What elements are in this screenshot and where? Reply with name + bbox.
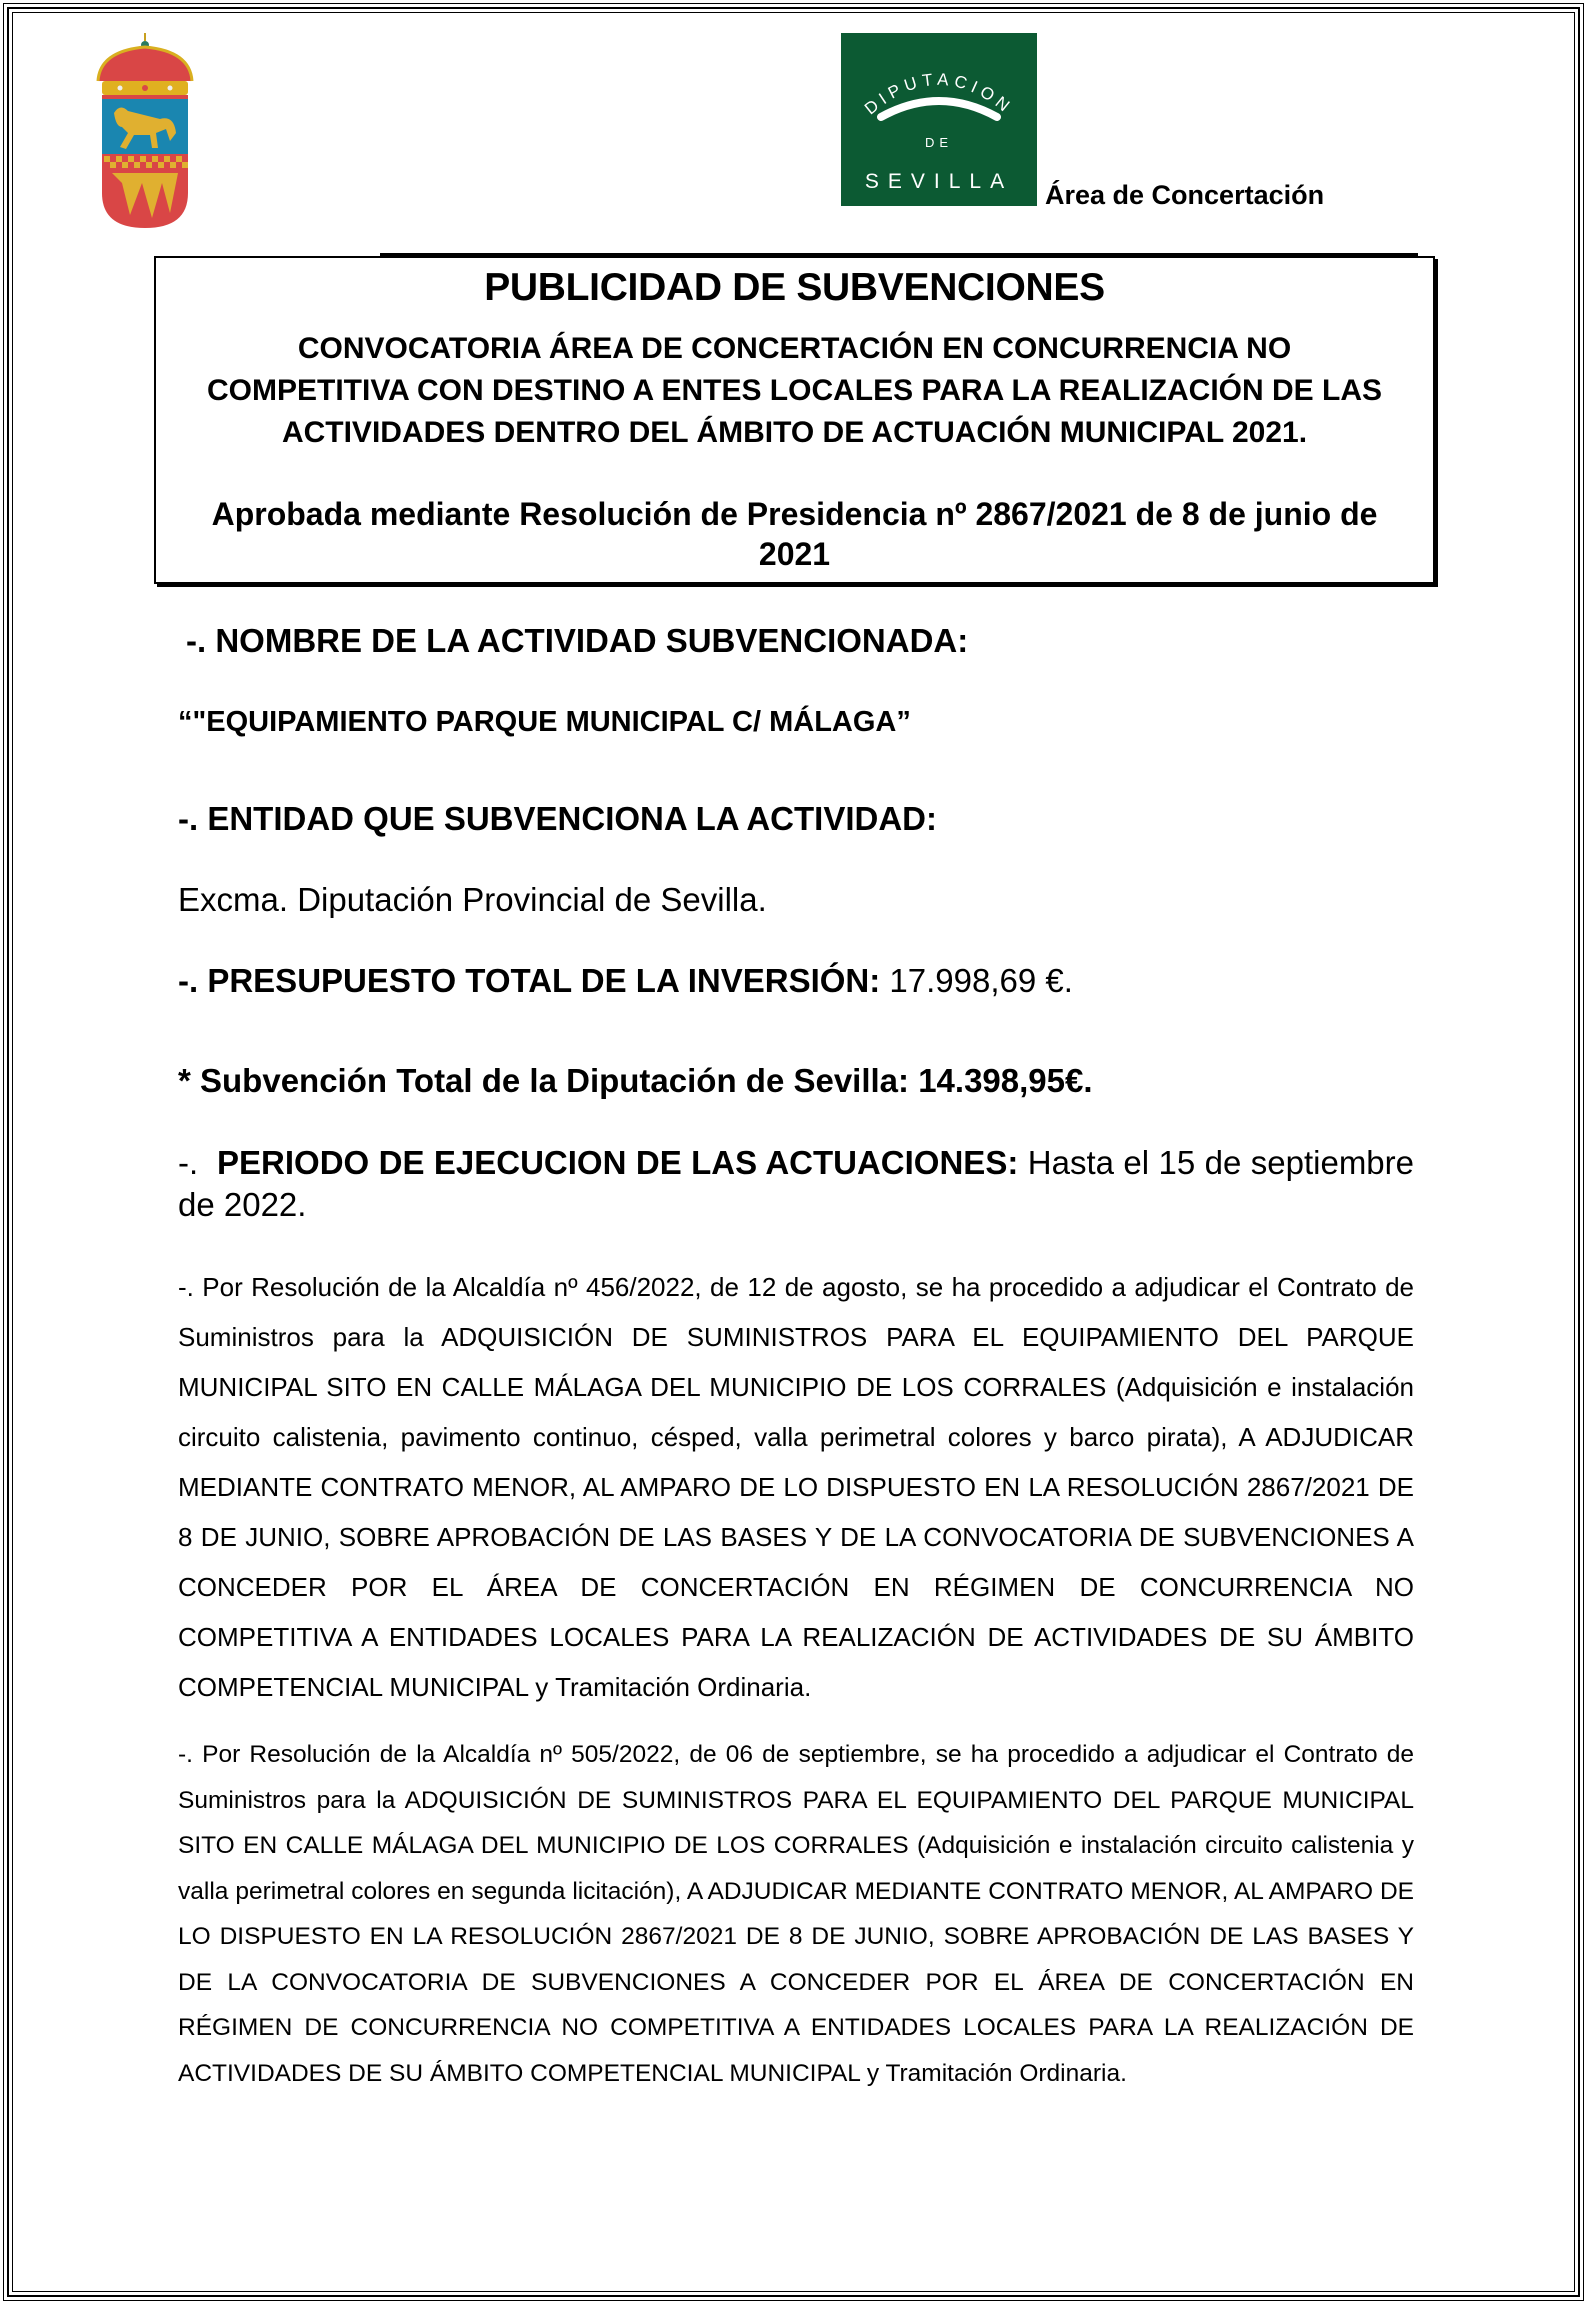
period-prefix: -. — [178, 1144, 218, 1181]
subsidy-total: * Subvención Total de la Diputación de Sevilla: 14.398,95€. — [178, 1062, 1093, 1099]
period-value: Hasta el 15 de septiembre de 2022. — [178, 1144, 1414, 1223]
resolution-paragraph-2: -. Por Resolución de la Alcaldía nº 505/2022, de 06 de septiembre, se ha procedido a adjudicar el Contrato de Suministros para la ADQUISICIÓN DE SUMINISTROS PARA EL EQUIPAMIENTO DEL PARQUE MUNICIPAL SITO EN CALLE MÁLAGA DEL MUNICIPIO DE LOS CORRALES (Adquisición e instalación circuito calistenia y valla perimetral colores en segunda licitación), A ADJUDICAR MEDIANTE CONTRATO MENOR, AL AMPARO DE LO DISPUESTO EN LA RESOLUCIÓN 2867/2021 DE 8 DE JUNIO, SOBRE APROBACIÓN DE LAS BASES Y DE LA CONVOCATORIA DE SUBVENCIONES A CONCEDER POR EL ÁREA DE CONCERTACIÓN EN RÉGIMEN DE CONCURRENCIA NO COMPETITIVA A ENTIDADES LOCALES PARA LA REALIZACIÓN DE ACTIVIDADES DE SU ÁMBITO COMPETENCIAL MUNICIPAL y Tramitación Ordinaria. — [178, 1741, 1414, 2087]
logo-city-text: SEVILLA — [864, 170, 1014, 193]
activity-heading: -. NOMBRE DE LA ACTIVIDAD SUBVENCIONADA: — [186, 622, 969, 659]
execution-period — [178, 1142, 1414, 1226]
title-box — [154, 256, 1435, 584]
area-label: Área de Concertación — [1045, 180, 1325, 210]
coat-of-arms-icon — [90, 33, 200, 228]
budget-line — [178, 962, 1414, 1000]
logo-de-text: DE — [924, 135, 954, 150]
resolution-paragraph-1: -. Por Resolución de la Alcaldía nº 456/2022, de 12 de agosto, se ha procedido a adjudicar el Contrato de Suministros para la ADQUISICIÓN DE SUMINISTROS PARA EL EQUIPAMIENTO DEL PARQUE MUNICIPAL SITO EN CALLE MÁLAGA DEL MUNICIPIO DE LOS CORRALES (Adquisición e instalación circuito calistenia, pavimento continuo, césped, valla perimetral colores y barco pirata), A ADJUDICAR MEDIANTE CONTRATO MENOR, AL AMPARO DE LO DISPUESTO EN LA RESOLUCIÓN 2867/2021 DE 8 DE JUNIO, SOBRE APROBACIÓN DE LAS BASES Y DE LA CONVOCATORIA DE SUBVENCIONES A CONCEDER POR EL ÁREA DE CONCERTACIÓN EN RÉGIMEN DE CONCURRENCIA NO COMPETITIVA A ENTIDADES LOCALES PARA LA REALIZACIÓN DE ACTIVIDADES DE SU ÁMBITO COMPETENCIAL MUNICIPAL y Tramitación Ordinaria. — [178, 1272, 1414, 1702]
entity-heading: -. ENTIDAD QUE SUBVENCIONA LA ACTIVIDAD: — [178, 800, 937, 837]
approval-statement: Aprobada mediante Resolución de Presidencia nº 2867/2021 de 8 de junio de 2021 — [211, 496, 1378, 572]
activity-name: “"EQUIPAMIENTO PARQUE MUNICIPAL C/ MÁLAGA” — [178, 706, 911, 738]
entity-name: Excma. Diputación Provincial de Sevilla. — [178, 881, 767, 918]
budget-label: -. PRESUPUESTO TOTAL DE LA INVERSIÓN: — [178, 962, 881, 999]
period-label: PERIODO DE EJECUCION DE LAS ACTUACIONES: — [217, 1144, 1019, 1181]
diputacion-sevilla-logo — [841, 33, 1037, 206]
logo-arc-text: DIPUTACION — [860, 69, 1018, 119]
page-title: PUBLICIDAD DE SUBVENCIONES — [484, 266, 1105, 309]
convocatoria-subtitle: CONVOCATORIA ÁREA DE CONCERTACIÓN EN CONCURRENCIA NO COMPETITIVA CON DESTINO A ENTES LOCALES PARA LA REALIZACIÓN DE LAS ACTIVIDADES DENTRO DEL ÁMBITO DE ACTUACIÓN MUNICIPAL 2021. — [206, 332, 1383, 449]
budget-value: 17.998,69 €. — [880, 962, 1073, 999]
